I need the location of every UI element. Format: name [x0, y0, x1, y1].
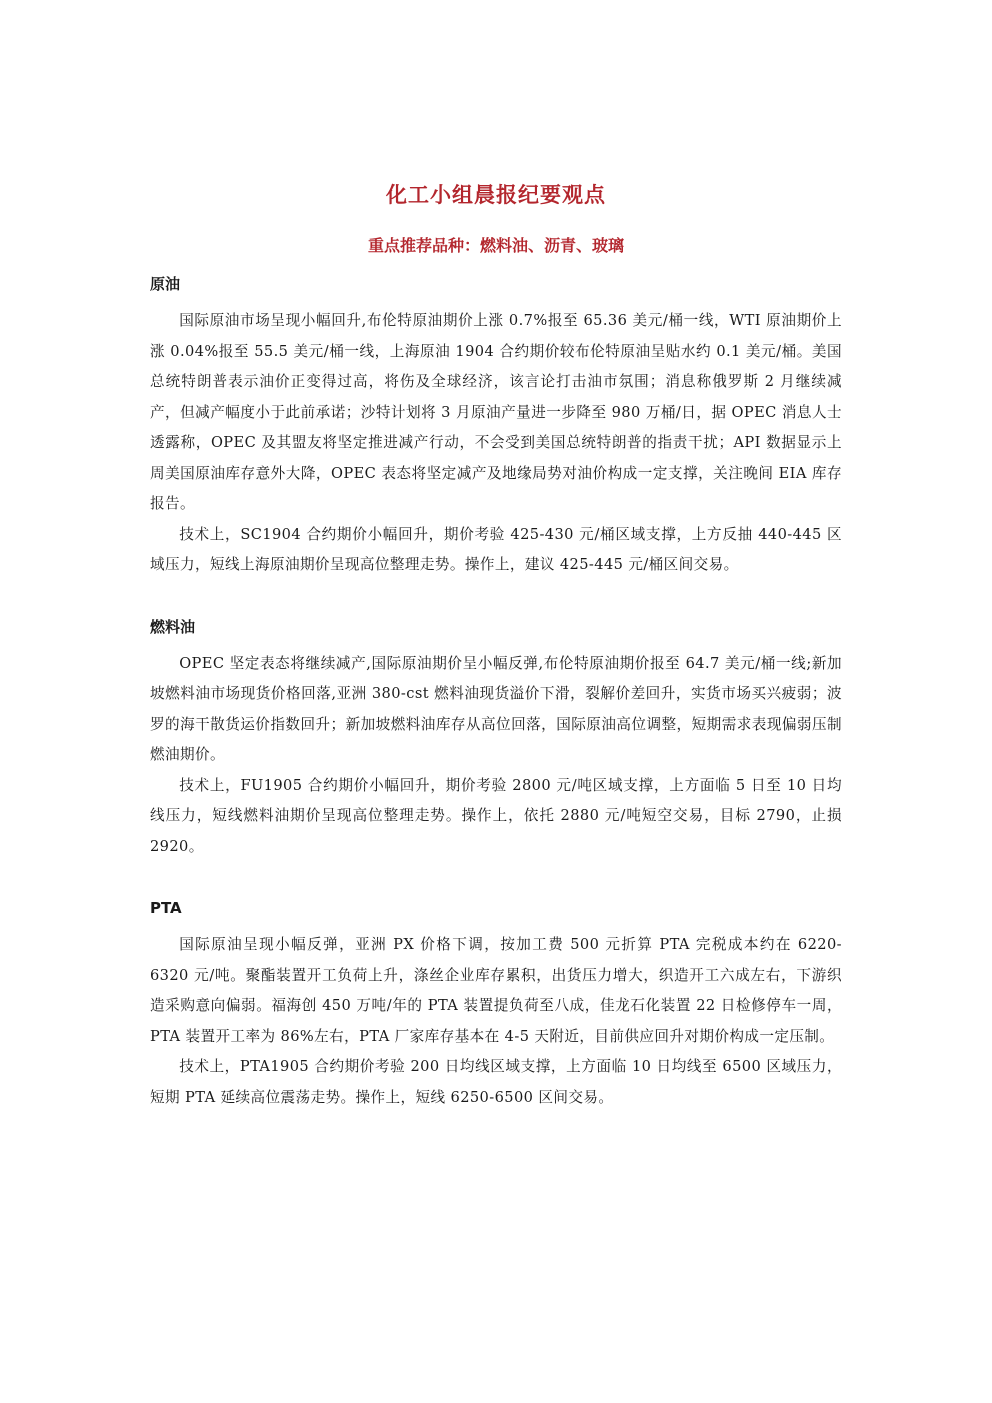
section-pta — [150, 896, 842, 1113]
section-crude-oil — [150, 272, 842, 581]
paragraph: 技术上，PTA1905 合约期价考验 200 日均线区域支撑，上方面临 10 日均线至 6500 区域压力，短期 PTA 延续高位震荡走势。操作上，短线 6250-6500 区间交易。 — [150, 1058, 842, 1106]
section-heading: 燃料油 — [150, 617, 196, 636]
paragraph: 技术上，SC1904 合约期价小幅回升，期价考验 425-430 元/桶区域支撑，上方反抽 440-445 区域压力，短线上海原油期价呈现高位整理走势。操作上，建议 425-445 元/桶区间交易。 — [150, 525, 842, 573]
document-title: 化工小组晨报纪要观点 — [386, 183, 606, 207]
section-heading: PTA — [150, 899, 182, 917]
section-spacer — [150, 862, 842, 896]
paragraph: 技术上，FU1905 合约期价小幅回升，期价考验 2800 元/吨区域支撑，上方面临 5 日至 10 日均线压力，短线燃料油期价呈现高位整理走势。操作上，依托 2880 元/吨短空交易，目标 2790，止损 2920。 — [150, 776, 842, 855]
paragraph: 国际原油呈现小幅反弹，亚洲 PX 价格下调，按加工费 500 元折算 PTA 完税成本约在 6220-6320 元/吨。聚酯装置开工负荷上升，涤丝企业库存累积，出货压力增大，织造开工六成左右，下游织造采购意向偏弱。福海创 450 万吨/年的 PTA 装置提负荷至八成，佳龙石化装置 22 日检修停车一周，PTA 装置开工率为 86%左右，PTA 厂家库存基本在 4-5 天附近，目前供应回升对期价构成一定压制。 — [150, 936, 842, 1045]
section-heading: 原油 — [150, 275, 181, 293]
section-fuel-oil — [150, 615, 842, 863]
document-subtitle: 重点推荐品种：燃料油、沥青、玻璃 — [367, 236, 624, 255]
section-spacer — [150, 581, 842, 615]
paragraph: 国际原油市场呈现小幅回升,布伦特原油期价上涨 0.7%报至 65.36 美元/桶一线，WTI 原油期价上涨 0.04%报至 55.5 美元/桶一线，上海原油 1904 合约期价较布伦特原油呈贴水约 0.1 美元/桶。美国总统特朗普表示油价正变得过高，将伤及全球经济，该言论打击油市氛围；消息称俄罗斯 2 月继续减产，但减产幅度小于此前承诺；沙特计划将 3 月原油产量进一步降至 980 万桶/日，据 OPEC 消息人士透露称，OPEC 及其盟友将坚定推进减产行动，不会受到美国总统特朗普的指责干扰；API 数据显示上周美国原油库存意外大降，OPEC 表态将坚定减产及地缘局势对油价构成一定支撑，关注晚间 EIA 库存报告。 — [150, 312, 842, 512]
document-page — [150, 180, 842, 1113]
paragraph: OPEC 坚定表态将继续减产,国际原油期价呈小幅反弹,布伦特原油期价报至 64.7 美元/桶一线;新加坡燃料油市场现货价格回落,亚洲 380-cst 燃料油现货溢价下滑，裂解价差回升，实货市场买兴疲弱；波罗的海干散货运价指数回升；新加坡燃料油库存从高位回落，国际原油高位调整，短期需求表现偏弱压制燃油期价。 — [150, 654, 842, 763]
